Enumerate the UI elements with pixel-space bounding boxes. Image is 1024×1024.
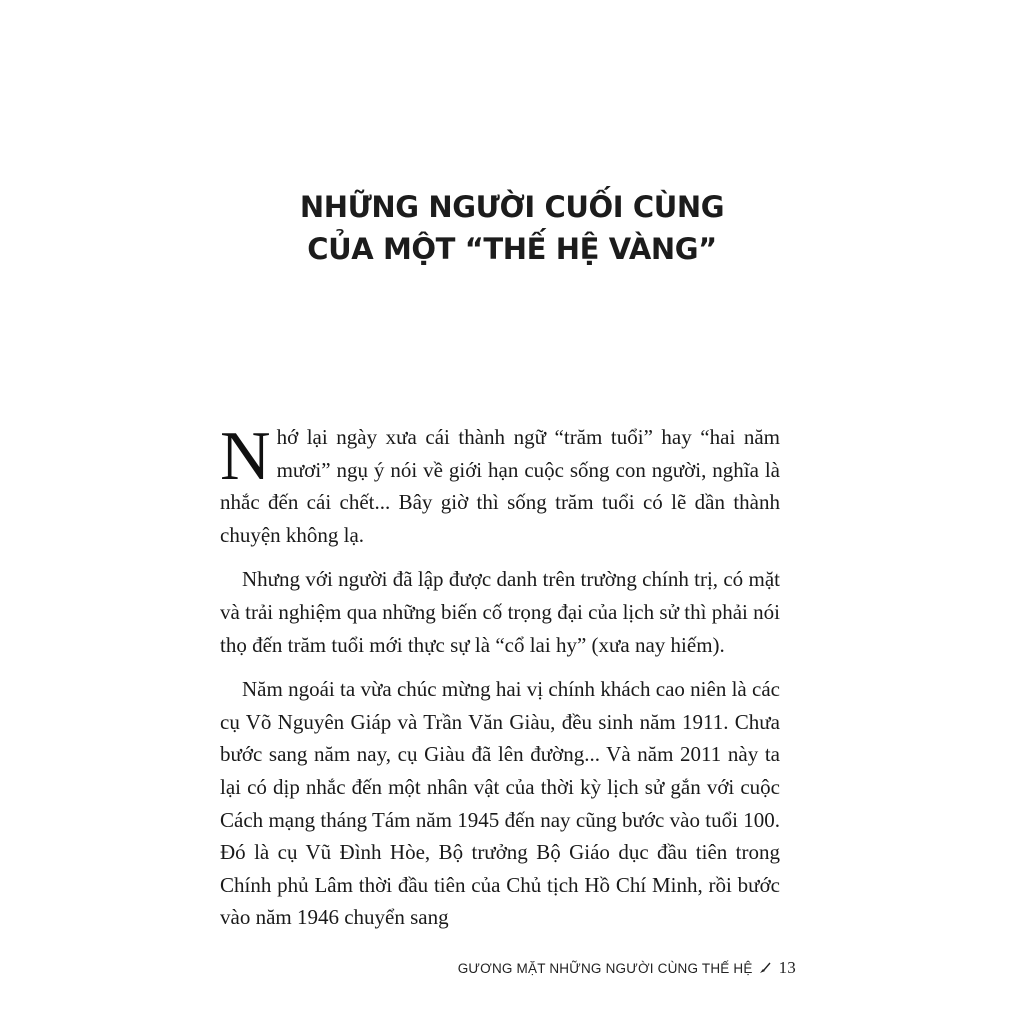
pen-nib-icon — [759, 962, 771, 974]
running-title: GƯƠNG MẶT NHỮNG NGƯỜI CÙNG THẾ HỆ — [457, 960, 753, 976]
paragraph-3: Năm ngoái ta vừa chúc mừng hai vị chính khách cao niên là các cụ Võ Nguyên Giáp và Trần Văn Giàu, đều sinh năm 1911. Chưa bước sang năm nay, cụ Giàu đã lên đường... Và năm 2011 này ta lại có dịp nhắc đến một nhân vật của thời kỳ lịch sử gắn với cuộc Cách mạng tháng Tám năm 1945 đến nay cũng bước vào tuổi 100. Đó là cụ Vũ Đình Hòe, Bộ trưởng Bộ Giáo dục đầu tiên trong Chính phủ Lâm thời đầu tiên của Chủ tịch Hồ Chí Minh, rồi bước vào năm 1946 chuyển sang — [220, 677, 780, 930]
page-number: 13 — [778, 958, 796, 977]
paragraph-1-text: hớ lại ngày xưa cái thành ngữ “trăm tuổi” hay “hai năm mươi” ngụ ý nói về giới hạn cuộc sống con người, nghĩa là nhắc đến cái chết... Bây giờ thì sống trăm tuổi có lẽ dần thành chuyện không lạ. — [220, 425, 780, 547]
chapter-title-line-1: NHỮNG NGƯỜI CUỐI CÙNG — [299, 190, 725, 224]
drop-cap: N — [220, 418, 271, 495]
paragraph-1 — [220, 418, 780, 551]
chapter-title — [0, 186, 1024, 270]
chapter-title-line-2: CỦA MỘT “THẾ HỆ VÀNG” — [307, 232, 717, 266]
running-footer — [458, 958, 796, 978]
paragraph-2: Nhưng với người đã lập được danh trên trường chính trị, có mặt và trải nghiệm qua những biến cố trọng đại của lịch sử thì phải nói thọ đến trăm tuổi mới thực sự là “cổ lai hy” (xưa nay hiếm). — [220, 567, 780, 657]
body-text — [220, 418, 780, 946]
